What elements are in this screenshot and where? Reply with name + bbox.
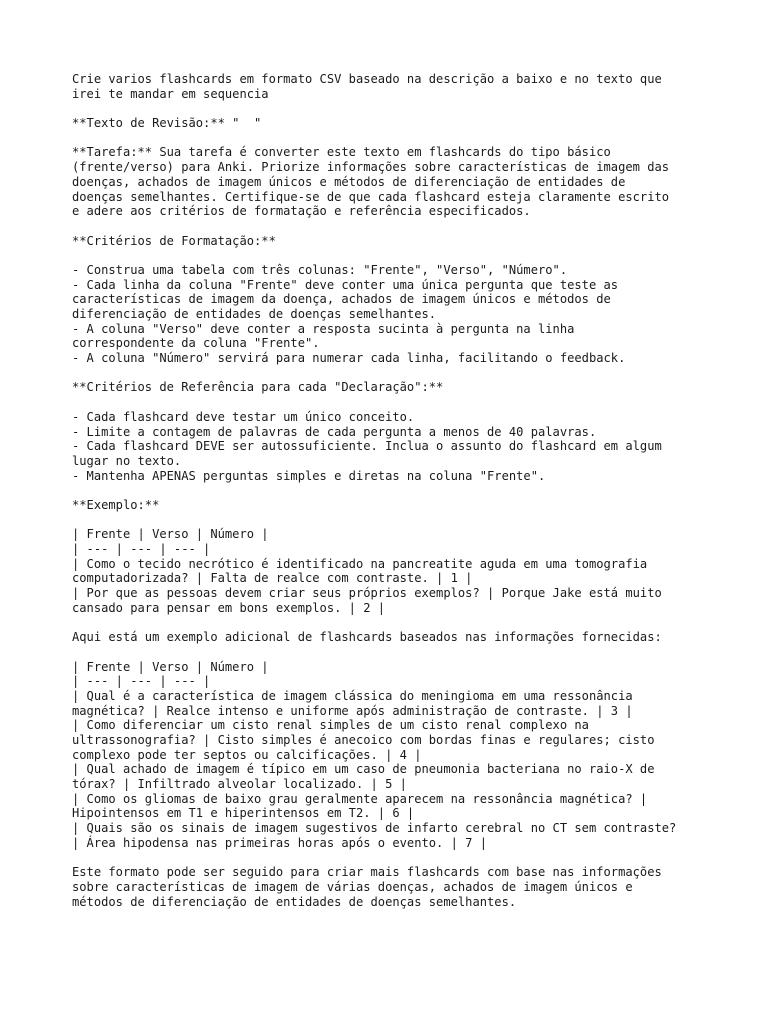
text-line: - Cada flashcard deve testar um único conceito.	[72, 409, 415, 424]
text-line: magnética? | Realce intenso e uniforme após administração de contraste. | 3 |	[72, 703, 633, 718]
blank-line	[72, 248, 712, 263]
text-line: **Critérios de Referência para cada "Declaração":**	[72, 380, 444, 395]
text-line: Este formato pode ser seguido para criar mais flashcards com base nas informações	[72, 865, 662, 880]
text-line: computadorizada? | Falta de realce com contraste. | 1 |	[72, 571, 473, 586]
text-line: | Qual achado de imagem é típico em um caso de pneumonia bacteriana no raio-X de	[72, 762, 655, 777]
text-line: **Critérios de Formatação:**	[72, 233, 276, 248]
blank-line	[72, 483, 712, 498]
blank-line	[72, 850, 712, 865]
text-line: - A coluna "Verso" deve conter a resposta sucinta à pergunta na linha	[72, 321, 575, 336]
text-line: (frente/verso) para Anki. Priorize informações sobre características de imagem das	[72, 160, 670, 175]
text-line: | --- | --- | --- |	[72, 542, 211, 556]
text-line: | --- | --- | --- |	[72, 674, 211, 689]
text-line: e adere aos critérios de formatação e referência especificados.	[72, 204, 531, 219]
text-line: doenças semelhantes. Certifique-se de que cada flashcard esteja claramente escrito	[72, 189, 670, 204]
text-line: cansado para pensar em bons exemplos. | 2 |	[72, 600, 386, 615]
text-line: diferenciação de entidades de doenças semelhantes.	[72, 307, 437, 321]
blank-line	[72, 615, 712, 630]
text-line: doenças, achados de imagem únicos e métodos de diferenciação de entidades de	[72, 174, 626, 189]
text-line: | Área hipodensa nas primeiras horas após o evento. | 7 |	[72, 835, 488, 850]
text-line: | Como os gliomas de baixo grau geralmente aparecem na ressonância magnética? |	[72, 791, 648, 806]
text-line: características de imagem da doença, achados de imagem únicos e métodos de	[72, 292, 611, 307]
text-line: | Frente | Verso | Número |	[72, 527, 269, 542]
text-line: tórax? | Infiltrado alveolar localizado. | 5 |	[72, 777, 407, 791]
text-line: - Cada flashcard DEVE ser autossuficiente. Inclua o assunto do flashcard em algum	[72, 439, 662, 454]
blank-line	[72, 219, 712, 234]
text-line: Hipointensos em T1 e hiperintensos em T2. | 6 |	[72, 806, 415, 821]
text-line: | Como diferenciar um cisto renal simples de um cisto renal complexo na	[72, 718, 589, 733]
text-line: **Texto de Revisão:** " "	[72, 116, 262, 131]
text-line: - Limite a contagem de palavras de cada pergunta a menos de 40 palavras.	[72, 424, 597, 439]
text-line: lugar no texto.	[72, 453, 182, 468]
text-line: - Mantenha APENAS perguntas simples e diretas na coluna "Frente".	[72, 468, 546, 483]
blank-line	[72, 366, 712, 381]
text-line: | Frente | Verso | Número |	[72, 659, 269, 674]
text-line: Aqui está um exemplo adicional de flashcards baseados nas informações fornecidas:	[72, 630, 662, 645]
blank-line	[72, 101, 712, 116]
text-line: sobre características de imagem de várias doenças, achados de imagem únicos e	[72, 879, 633, 894]
blank-line	[72, 513, 712, 528]
text-line: | Como o tecido necrótico é identificado na pancreatite aguda em uma tomografia	[72, 556, 648, 571]
text-line: Crie varios flashcards em formato CSV baseado na descrição a baixo e no texto que	[72, 72, 662, 86]
blank-line	[72, 131, 712, 146]
text-line: **Exemplo:**	[72, 497, 160, 512]
text-line: correspondente da coluna "Frente".	[72, 336, 320, 351]
text-line: | Por que as pessoas devem criar seus próprios exemplos? | Porque Jake está muito	[72, 586, 662, 601]
blank-line	[72, 395, 712, 410]
text-line: irei te mandar em sequencia	[72, 86, 269, 101]
text-line: métodos de diferenciação de entidades de doenças semelhantes.	[72, 894, 517, 909]
text-line: ultrassonografia? | Cisto simples é anecoico com bordas finas e regulares; cisto	[72, 732, 655, 747]
text-line: complexo pode ter septos ou calcificações. | 4 |	[72, 747, 422, 762]
blank-line	[72, 645, 712, 660]
text-line: - A coluna "Número" servirá para numerar cada linha, facilitando o feedback.	[72, 351, 626, 366]
text-line: | Quais são os sinais de imagem sugestivos de infarto cerebral no CT sem contraste?	[72, 821, 677, 836]
text-line: - Construa uma tabela com três colunas: "Frente", "Verso", "Número".	[72, 262, 568, 277]
text-line: | Qual é a característica de imagem clássica do meningioma em uma ressonância	[72, 688, 633, 703]
document-page	[72, 72, 712, 909]
text-line: **Tarefa:** Sua tarefa é converter este texto em flashcards do tipo básico	[72, 145, 611, 160]
text-line: - Cada linha da coluna "Frente" deve conter uma única pergunta que teste as	[72, 277, 619, 292]
